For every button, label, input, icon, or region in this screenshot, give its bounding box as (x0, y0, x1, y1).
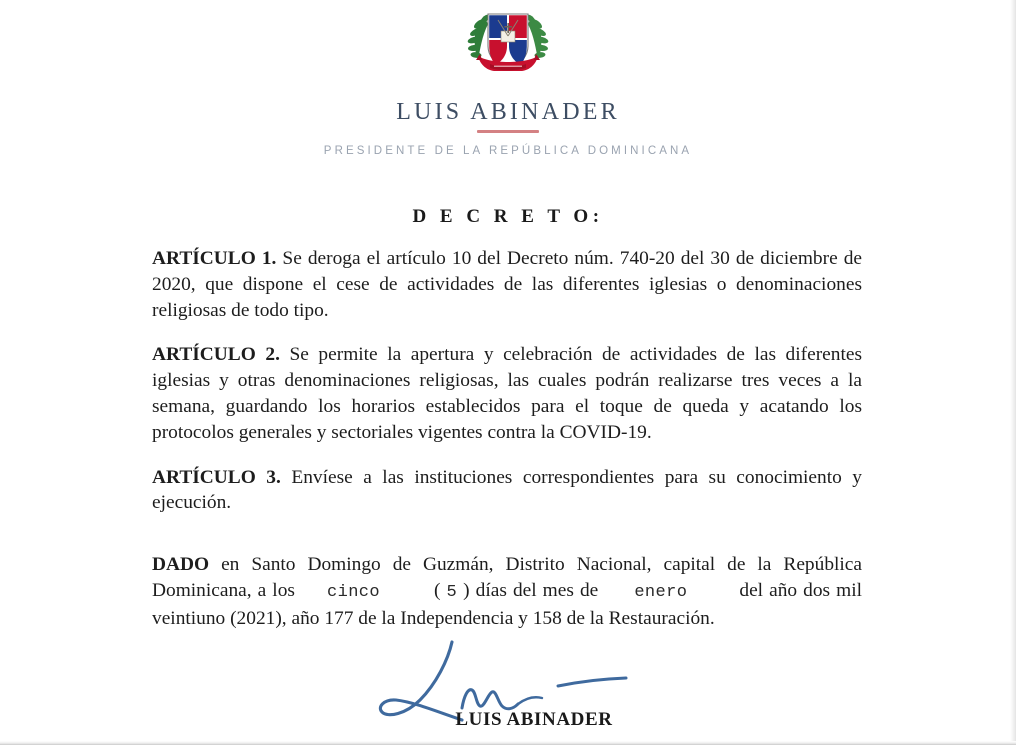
decree-title: D E C R E T O: (412, 206, 604, 227)
letterhead-divider (477, 130, 539, 133)
page-bottom-rule (0, 741, 1016, 745)
letterhead-president-role: PRESIDENTE DE LA REPÚBLICA DOMINICANA (323, 145, 693, 157)
article-text: Se deroga el artículo 10 del Decreto núm. 740-20 del 30 de diciembre de 2020, que dispone el cese de actividades de las diferentes iglesias o denominaciones religiosas de todo tipo. (152, 248, 863, 321)
closing-text-part1: en Santo Domingo de Guzmán, Distrito Nacional, capital de la República Dominicana, a los (152, 554, 862, 601)
letterhead-president-name: LUIS ABINADER (396, 99, 620, 125)
decree-body (152, 246, 862, 632)
dominican-republic-coat-of-arms-icon (460, 6, 556, 80)
closing-paragraph (152, 552, 862, 631)
article-paragraph (152, 465, 862, 517)
closing-text-part3: ) días del mes de (457, 579, 605, 601)
article-paragraph (152, 246, 862, 323)
filled-day-word: cinco (326, 582, 380, 602)
article-lead: ARTÍCULO 2. (152, 344, 280, 366)
signature-caption: LUIS ABINADER (455, 709, 613, 730)
article-text: Se permite la apertura y celebración de actividades de las diferentes iglesias y otras denominaciones religiosas, las cuales podrán realizarse tres veces a la semana, guardando los horarios establecidos para el toque de queda y acatando los protocolos generales y sectoriales vigentes contra la COVID-19. (152, 344, 862, 443)
article-lead: ARTÍCULO 1. (152, 248, 277, 269)
filled-month: enero (634, 582, 688, 602)
closing-lead: DADO (152, 554, 210, 576)
article-lead: ARTÍCULO 3. (152, 466, 281, 488)
filled-day-number: 5 (446, 582, 458, 602)
closing-text-part2: ( (434, 579, 447, 601)
article-paragraph (152, 342, 862, 445)
article-text: Envíese a las instituciones correspondientes para su conocimiento y ejecución. (152, 466, 862, 514)
page-edge-shadow (1006, 0, 1016, 745)
closing-text-part4: del año dos mil veintiuno (2021), año 177 de la Independencia y 158 de la Restauración. (152, 579, 862, 629)
